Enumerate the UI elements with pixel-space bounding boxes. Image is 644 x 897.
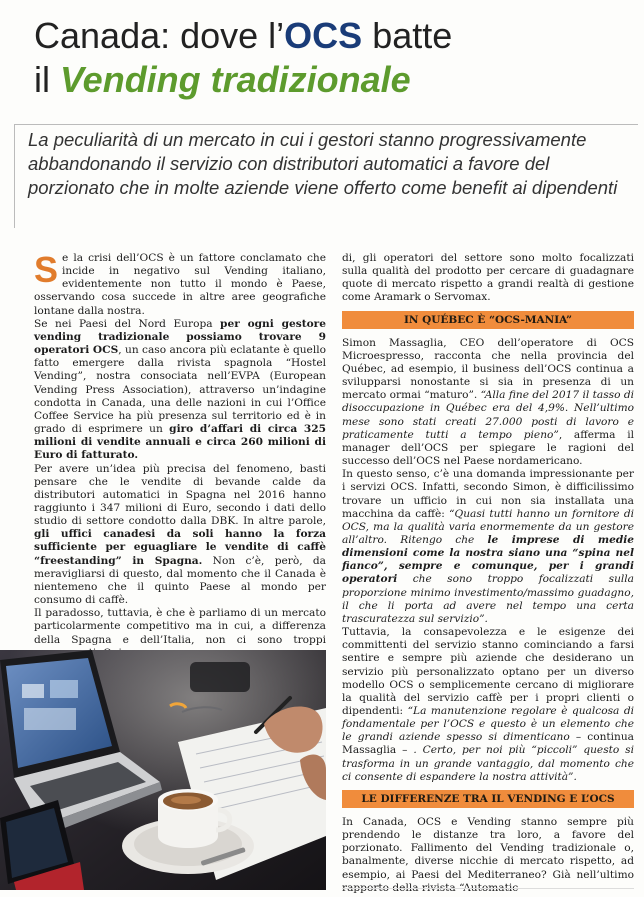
paragraph-text: , un caso ancora più eclatante è quello fatto emergere dalla rivista spagnola “Hostel Vending”, nostra consociata nell’EVPA (European Vending Press Association), attraverso un’indagine condotta in Canada, una delle nazioni in cui l’Office Coffee Service ha più presenza sul territorio ed è in grado di esprimere un (34, 344, 326, 436)
paragraph-quote: “Alla fine del 2017 il tasso di disoccupazione in Québec era del 4,9%. Nell’ultimo mese sono stati creati 27.000 posti di lavoro e praticamente tutti a tempo pieno” (342, 389, 635, 441)
paragraph-quote: “Quasi tutti hanno un fornitore di OCS, ma la qualità varia enormemente da un gestore all’altro. Ritengo che (342, 507, 634, 546)
article-title (34, 14, 634, 102)
title-text: batte (362, 15, 453, 56)
paragraph-text: di, gli operatori del settore sono molto focalizzati sulla qualità del prodotto per cercare di guadagnare quote di mercato rispetto a grandi realtà di gestione come Aramark o Servomax. (342, 252, 634, 304)
deck-bar (14, 124, 15, 228)
paragraph-text: , afferma il manager dell’OCS per spiegare le ragioni del successo dell’OCS nel Paese nordamericano. (342, 428, 634, 468)
paragraph (342, 816, 634, 895)
title-ocs: OCS (284, 15, 363, 56)
article-photo (0, 650, 326, 890)
paragraph (342, 626, 634, 784)
paragraph (34, 249, 326, 318)
paragraph-bold: giro d’affari di circa 325 milioni di vendite annuali e circa 260 milioni di Euro di fatturato. (34, 423, 326, 462)
paragraph (34, 463, 326, 608)
title-vending: Vending tradizionale (60, 59, 411, 100)
paragraph-text: Se nei Paesi del Nord Europa (34, 317, 221, 330)
article-deck: La peculiarità di un mercato in cui i gestori stanno progressivamente abbandonando il servizio con distributori automatici a favore del porzionato che in molte aziende viene offerto come benefit ai dipendenti (28, 129, 618, 198)
paragraph-text: Per avere un’idea più precisa del fenomeno, basti pensare che le vendite di bevande calde da distributori automatici in Spagna nel 2016 hanno raggiunto i 347 milioni di Euro, secondo i dati dello studio di settore condotto dalla DBK. In altre parole, (34, 462, 326, 528)
paragraph-text: In questo senso, c’è una domanda impressionante per i servizi OCS. Infatti, secondo Simon, è difficilissimo trovare un ufficio in cui non sia installata una macchina da caffè: (342, 468, 634, 520)
title-text: il (34, 59, 60, 100)
left-column (34, 249, 326, 660)
paragraph-bold: gli uffici canadesi da soli hanno la forza sufficiente per eguagliare le vendite di caffè “freestanding” in Spagna. (34, 528, 326, 567)
drop-cap: S (34, 249, 59, 290)
section-heading: IN QUÉBEC È “OCS-MANIA” (342, 311, 634, 329)
section-heading: LE DIFFERENZE TRA IL VENDING E L’OCS (342, 790, 634, 808)
paragraph-bold-quote: le imprese di medie dimensioni come la nostra siano una “spina nel fianco”, sempre e comunque, per i grandi operatori (342, 533, 634, 586)
paragraph-quote: “La manutenzione regolare è qualcosa di fondamentale per l’OCS e questo è un elemento che le grandi aziende spesso si dimenticano (342, 705, 634, 744)
title-line-1 (34, 14, 634, 58)
paragraph-text: Il paradosso, tuttavia, è che è parliamo di un mercato particolarmente competitivo ma in cui, a differenza della Spagna e dell’Italia, non ci sono troppi (34, 607, 326, 646)
paragraph (34, 318, 326, 463)
paragraph-text: Simon Massaglia, CEO dell’operatore di OCS Microespresso, racconta che nella provincia del Québec, ad esempio, il business dell’OCS continua a svilupparsi nonostante si sia in presenza di un mercato ormai “maturo”. (342, 336, 634, 402)
paragraph (342, 468, 634, 626)
deck-rule (14, 124, 638, 125)
right-column (342, 252, 634, 895)
photo-illustration (0, 650, 326, 890)
paragraph-quote: . Certo, per noi più “piccoli” questo si trasforma in un grande vantaggio, dal momento che ci consente di espandere la nostra attività”. (342, 744, 634, 783)
paragraph (342, 252, 634, 305)
bottom-rule (342, 888, 634, 889)
title-line-2 (34, 58, 634, 102)
paragraph-text: – continua Massaglia – (342, 731, 635, 757)
paragraph-bold: per ogni gestore vending tradizionale possiamo trovare 9 operatori OCS (34, 317, 326, 357)
paragraph-text: Tuttavia, la consapevolezza e le esigenze dei committenti del servizio stanno cominciando a farsi sentire e sempre più aziende che desiderano un servizio più personalizzato optano per un diverso modello OCS o semplicemente cercano di migliorare la qualità del servizio caffè per i propri clienti o dipendenti: (342, 626, 634, 717)
paragraph-text: In Canada, OCS e Vending stanno sempre più prendendo le distanze tra loro, a favore del porzionato. Fallimento del Vending tradizionale o, banalmente, diverse nicchie di mercato rispetto, ad esempio, ai Paesi del Mediterraneo? Già nell’ultimo rapporto della rivista “Automatic (342, 815, 634, 894)
title-text: Canada: dove l’ (34, 15, 285, 56)
paragraph (342, 337, 634, 469)
paragraph-quote: che sono troppo focalizzati sulla proporzione minimo investimento/massimo guadagno, il che li porta ad avere nel tempo una certa trascuratezza sul servizio”. (342, 573, 634, 625)
paragraph-text: Non c’è, però, da meravigliarsi di questo, dal momento che il Canada è nientemeno che il quinto Paese al mondo per consumo di caffè. (34, 554, 326, 607)
paragraph-text: e la crisi dell’OCS è un fattore conclamato che incide in negativo sul Vending italiano, evidentemente non tutto il mondo è Paese, osservando cosa succede in altre aree geografiche lontane dalla nostra. (34, 252, 326, 317)
